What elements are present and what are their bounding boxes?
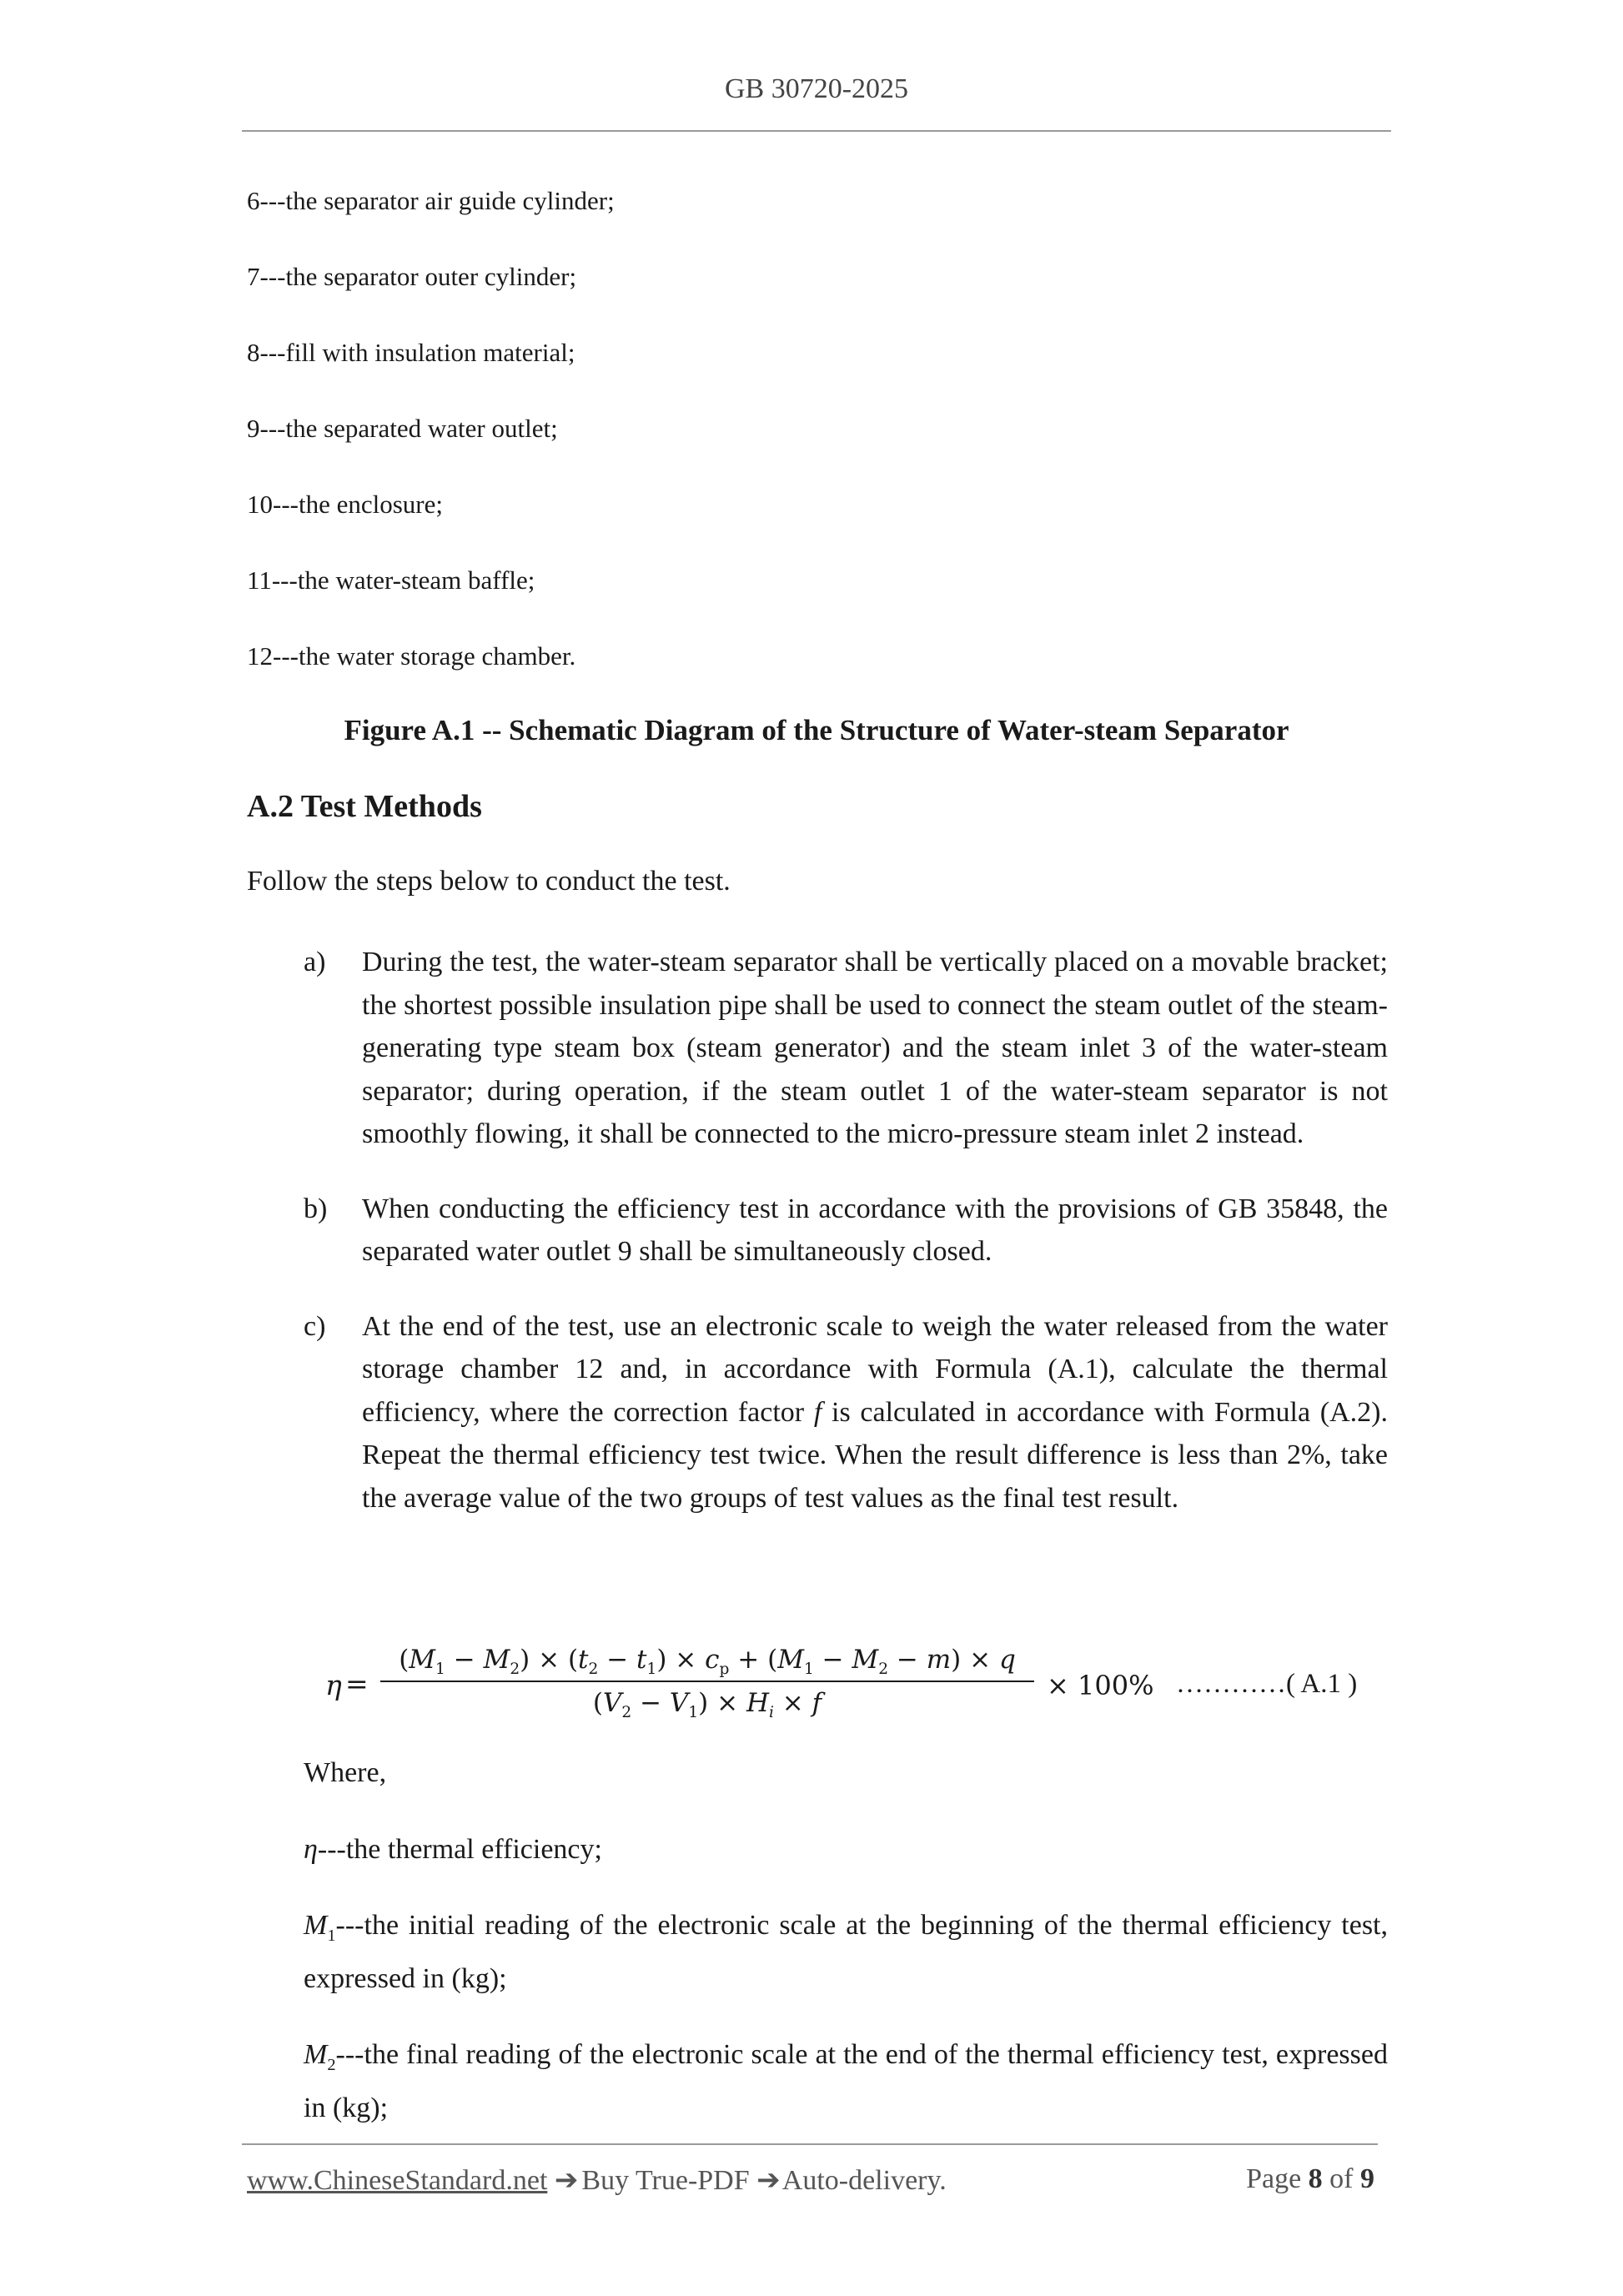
- legend-item: 11---the water-steam baffle;: [247, 565, 535, 595]
- legend-item: 10---the enclosure;: [247, 490, 443, 519]
- definition-item: [304, 1828, 1388, 1871]
- formula-a1: [317, 1639, 1388, 1739]
- formula-times-100-percent: × 100%: [1047, 1670, 1154, 1701]
- arrow-right-icon: ➔: [554, 2165, 579, 2196]
- definition-text: ---the thermal efficiency;: [317, 1834, 602, 1865]
- page-label: Page: [1246, 2163, 1302, 2194]
- where-label: Where,: [304, 1757, 387, 1788]
- page-number: [1246, 2163, 1374, 2195]
- legend-item: 6---the separator air guide cylinder;: [247, 186, 615, 215]
- definition-symbol: M: [304, 2038, 328, 2070]
- arrow-right-icon: ➔: [756, 2165, 781, 2196]
- formula-denominator: $(V_2 - V_1) \times H_i \times f$: [592, 1688, 822, 1722]
- page-current: 8: [1308, 2163, 1323, 2194]
- figure-caption: Figure A.1 -- Schematic Diagram of the Structure of Water-steam Separator: [344, 714, 1289, 746]
- page-total: 9: [1360, 2163, 1374, 2194]
- definition-item: [304, 1904, 1388, 2000]
- formula-fraction: [380, 1639, 1034, 1724]
- test-steps-list: [304, 941, 1388, 1551]
- section-heading: A.2 Test Methods: [247, 789, 482, 824]
- definition-symbol: M: [304, 1910, 328, 1941]
- step-text-part: At the end of the test, use an electronic scale to weigh the water released from the water storage chamber 12 and, in accordance with Formula (A.1), calculate the thermal efficiency, where the correction factor: [362, 1310, 1388, 1428]
- step-text: [362, 1305, 1388, 1520]
- legend-item: 12---the water storage chamber.: [247, 641, 576, 671]
- formula-number: …………( A.1 ): [1176, 1669, 1358, 1699]
- legend-item: 8---fill with insulation material;: [247, 338, 575, 367]
- definition-subscript: 2: [327, 2055, 336, 2074]
- formula-numerator: $(M_1 - M_2) \times (t_2 - t_1) \times c_p + (M_1 - M_2 - m) \times q$: [399, 1645, 1016, 1679]
- where-block: [304, 1751, 1388, 2163]
- page-header-doc-code: GB 30720-2025: [724, 73, 909, 104]
- footer-promo: [247, 2163, 947, 2197]
- definition-text: ---the initial reading of the electronic scale at the beginning of the thermal efficiency test, expressed in (kg);: [304, 1910, 1388, 1994]
- definition-item: [304, 2033, 1388, 2129]
- formula-lhs-eta: η: [325, 1669, 342, 1701]
- step-text: During the test, the water-steam separator shall be vertically placed on a movable bracket; the shortest possible insulation pipe shall be used to connect the steam outlet of the steam-generating type steam box (steam generator) and the steam inlet 3 of the water-steam separator; during operation, if the steam outlet 1 of the water-steam separator is not smoothly flowing, it shall be connected to the micro-pressure steam inlet 2 instead.: [362, 947, 1388, 1149]
- site-link[interactable]: www.ChineseStandard.net: [247, 2165, 548, 2196]
- step-letter: a): [304, 947, 326, 977]
- legend-item: 9---the separated water outlet;: [247, 414, 558, 443]
- definition-subscript: 1: [327, 1926, 336, 1945]
- of-label: of: [1329, 2163, 1354, 2194]
- definition-symbol: η: [304, 1834, 318, 1865]
- section-intro: Follow the steps below to conduct the test.: [247, 866, 731, 897]
- buy-true-pdf-text: Buy True-PDF: [581, 2165, 750, 2196]
- figure-legend-list: [247, 182, 615, 713]
- step-text: When conducting the efficiency test in accordance with the provisions of GB 35848, the separated water outlet 9 shall be simultaneously closed.: [362, 1193, 1388, 1267]
- formula-equals: =: [345, 1667, 369, 1700]
- step-text-part: is calculated in accordance with Formula (A.2). Repeat the thermal efficiency test twice. When the result difference is less than 2%, take the average value of the two groups of test values as the final test result.: [362, 1396, 1388, 1514]
- test-step: [304, 1305, 1388, 1520]
- correction-factor-symbol: f: [813, 1396, 822, 1428]
- step-letter: b): [304, 1193, 328, 1224]
- definition-text: ---the final reading of the electronic scale at the end of the thermal efficiency test, expressed in (kg);: [304, 2038, 1388, 2123]
- auto-delivery-text: Auto-delivery.: [781, 2165, 947, 2196]
- footer-divider: [242, 2143, 1378, 2145]
- legend-item: 7---the separator outer cylinder;: [247, 262, 577, 291]
- test-step: [304, 1188, 1388, 1274]
- step-letter: c): [304, 1310, 326, 1342]
- test-step: [304, 941, 1388, 1156]
- header-divider: [242, 130, 1391, 132]
